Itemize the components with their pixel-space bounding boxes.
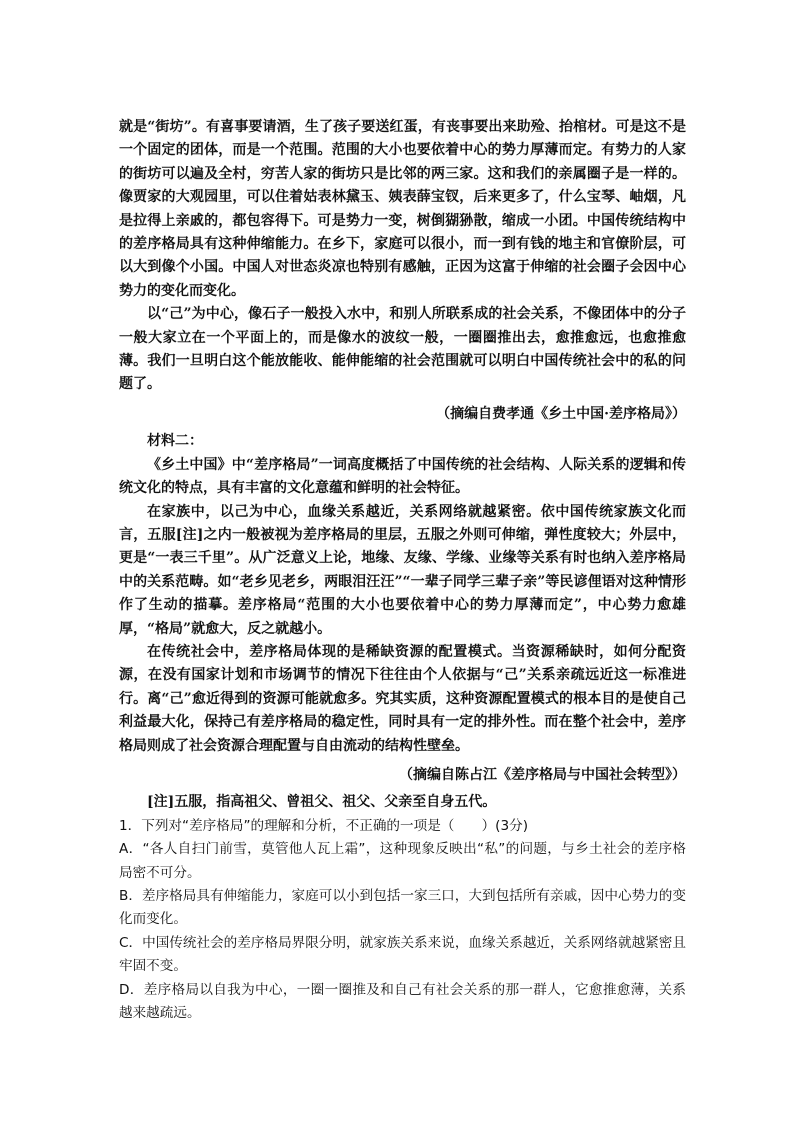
passage1-paragraph-1: 就是“街坊”。有喜事要请酒，生了孩子要送红蛋，有丧事要出来助殓、抬棺材。可是这不是一个固定的团体，而是一个范围。范围的大小也要依着中心的势力厚薄而定。有势力的人家的街坊可以遍及全村，穷苦人家的街坊只是比邻的两三家。这和我们的亲属圈子是一样的。像贾家的大观园里，可以住着姑表林黛玉、姨表薛宝钗，后来更多了，什么宝琴、岫烟，凡是拉得上亲戚的，都包容得下。可是势力一变，树倒猢狲散，缩成一小团。中国传统结构中的差序格局具有这种伸缩能力。在乡下，家庭可以很小，而一到有钱的地主和官僚阶层，可以大到像个小国。中国人对世态炎凉也特别有感触，正因为这富于伸缩的社会圈子会因中心势力的变化而变化。 (119, 119, 686, 299)
material2-label: 材料二： (147, 433, 203, 450)
document-page (119, 116, 686, 1025)
passage1-paragraph-2: 以“己”为中心，像石子一般投入水中，和别人所联系成的社会关系，不像团体中的分子一般大家立在一个平面上的，而是像水的波纹一般，一圈圈推出去，愈推愈远，也愈推愈薄。我们一旦明白这个能放能收、能伸能缩的社会范围就可以明白中国传统社会中的私的问题了。 (119, 306, 686, 393)
material2-paragraph-1: 《乡土中国》中“差序格局”一词高度概括了中国传统的社会结构、人际关系的逻辑和传统文化的特点，具有丰富的文化意蕴和鲜明的社会特征。 (119, 456, 686, 497)
passage1-source: （摘编自费孝通《乡土中国·差序格局》） (436, 405, 686, 422)
question-1-option-b[interactable]: B．差序格局具有伸缩能力，家庭可以小到包括一家三口，大到包括所有亲戚，因中心势力的变化而变化。 (119, 888, 686, 928)
question-1-option-a[interactable]: A．“各人自扫门前雪，莫管他人瓦上霜”，这种现象反映出“私”的问题，与乡土社会的差序格局密不可分。 (119, 841, 686, 881)
question-1-option-d[interactable]: D．差序格局以自我为中心，一圈一圈推及和自己有社会关系的那一群人，它愈推愈薄，关系越来越疏远。 (119, 981, 686, 1022)
material2-note: [注]五服，指高祖父、曾祖父、祖父、父亲至自身五代。 (147, 794, 497, 811)
question-1-stem: 1．下列对“差序格局”的理解和分析，不正确的一项是（ ）(3分) (119, 817, 529, 834)
material2-source: （摘编自陈占江《差序格局与中国社会转型》） (399, 766, 686, 783)
question-1-option-c[interactable]: C．中国传统社会的差序格局界限分明，就家族关系来说，血缘关系越近，关系网络就越紧密且牢固不变。 (119, 934, 686, 975)
material2-paragraph-3: 在传统社会中，差序格局体现的是稀缺资源的配置模式。当资源稀缺时，如何分配资源，在没有国家计划和市场调节的情况下往往由个人依据与“己”关系亲疏远近这一标准进行。离“己”愈近得到的资源可能就愈多。究其实质，这种资源配置模式的根本目的是使自己利益最大化，保持己有差序格局的稳定性，同时具有一定的排外性。而在整个社会中，差序格局则成了社会资源合理配置与自由流动的结构性壁垒。 (119, 643, 686, 754)
material2-paragraph-2: 在家族中，以己为中心，血缘关系越近，关系网络就越紧密。依中国传统家族文化而言，五服[注]之内一般被视为差序格局的里层，五服之外则可伸缩，弹性度较大；外层中，更是“一表三千里”。从广泛意义上论，地缘、友缘、学缘、业缘等关系有时也纳入差序格局中的关系范畴。如“老乡见老乡，两眼泪汪汪”“一辈子同学三辈子亲”等民谚俚语对这种情形作了生动的描摹。差序格局“范围的大小也要依着中心的势力厚薄而定”，中心势力愈雄厚，“格局”就愈大，反之就越小。 (119, 503, 686, 637)
